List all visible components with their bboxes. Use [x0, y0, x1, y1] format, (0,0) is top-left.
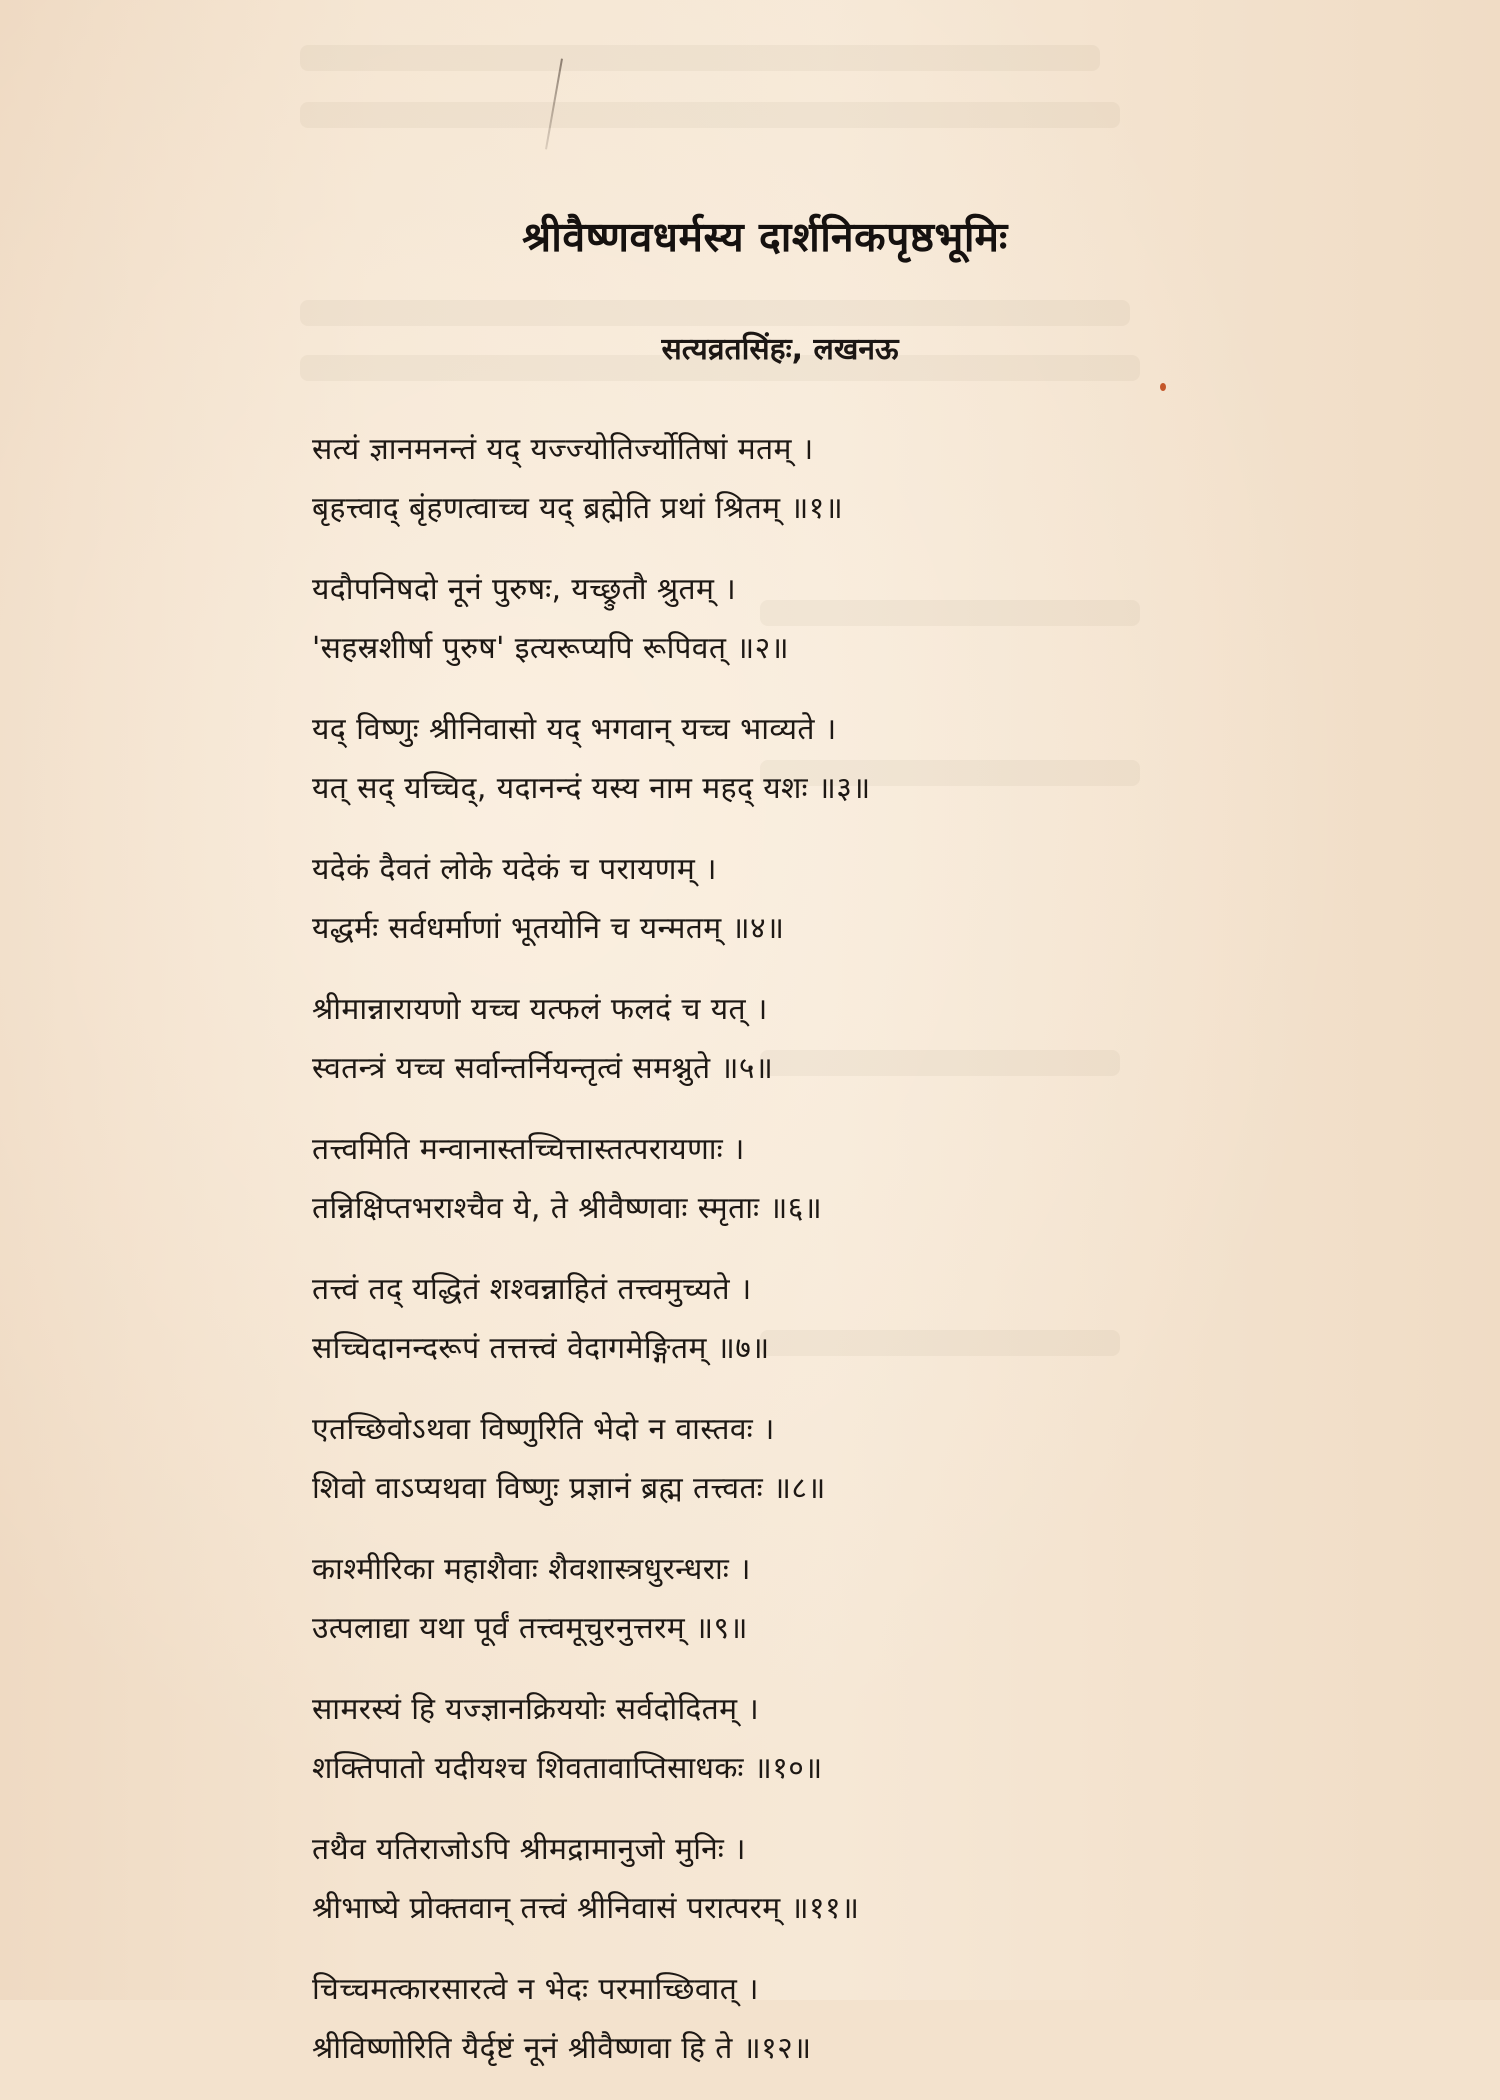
verse-line: काश्मीरिका महाशैवाः शैवशास्त्रधुरन्धराः । — [312, 1552, 751, 1587]
verse-line: शक्तिपातो यदीयश्च शिवतावाप्तिसाधकः ॥१०॥ — [312, 1751, 823, 1786]
verse-list — [312, 420, 1312, 2100]
page-title: श्रीवैष्णवधर्मस्य दार्शनिकपृष्ठभूमिः — [522, 213, 1008, 261]
verse-line: सच्चिदानन्दरूपं तत्तत्त्वं वेदागमेङ्गितम् ॥७॥ — [312, 1331, 770, 1366]
ink-spot — [1160, 383, 1166, 391]
verse-line: सत्यं ज्ञानमनन्तं यद् यज्ज्योतिर्ज्योतिषां मतम् । — [312, 432, 814, 467]
verse-line: तत्त्वं तद् यद्धितं शश्वन्नाहितं तत्त्वमुच्यते । — [312, 1272, 752, 1307]
verse-line: यदेकं दैवतं लोके यदेकं च परायणम् । — [312, 852, 717, 887]
verse-line: बृहत्त्वाद् बृंहणत्वाच्च यद् ब्रह्मेति प्रथां श्रितम् ॥१॥ — [312, 491, 844, 526]
verse-11 — [312, 1820, 1312, 1938]
verse-line: यत् सद् यच्चिद्, यदानन्दं यस्य नाम महद् यशः ॥३॥ — [312, 771, 871, 806]
show-through-line — [300, 102, 1120, 128]
verse-line: तत्त्वमिति मन्वानास्तच्चित्तास्तत्परायणाः । — [312, 1132, 745, 1167]
verse-3 — [312, 700, 1312, 818]
verse-line: यद्धर्मः सर्वधर्माणां भूतयोनि च यन्मतम् ॥४॥ — [312, 911, 785, 946]
verse-line: श्रीभाष्ये प्रोक्तवान् तत्त्वं श्रीनिवासं परात्परम् ॥११॥ — [312, 1891, 860, 1926]
verse-line: एतच्छिवोऽथवा विष्णुरिति भेदो न वास्तवः । — [312, 1412, 775, 1447]
verse-line: श्रीविष्णोरिति यैर्दृष्टं नूनं श्रीवैष्णवा हि ते ॥१२॥ — [312, 2031, 812, 2066]
verse-line: शिवो वाऽप्यथवा विष्णुः प्रज्ञानं ब्रह्म तत्त्वतः ॥८॥ — [312, 1471, 826, 1506]
author-line: सत्यव्रतसिंहः, लखनऊ — [661, 332, 899, 367]
verse-8 — [312, 1400, 1312, 1518]
verse-10 — [312, 1680, 1312, 1798]
verse-line: चिच्चमत्कारसारत्वे न भेदः परमाच्छिवात् । — [312, 1972, 759, 2007]
verse-line: स्वतन्त्रं यच्च सर्वान्तर्नियन्तृत्वं समश्नुते ॥५॥ — [312, 1051, 774, 1086]
verse-line: यदौपनिषदो नूनं पुरुषः, यच्छ्रुतौ श्रुतम् । — [312, 572, 737, 607]
verse-6 — [312, 1120, 1312, 1238]
verse-line: श्रीमान्नारायणो यच्च यत्फलं फलदं च यत् । — [312, 992, 768, 1027]
verse-7 — [312, 1260, 1312, 1378]
show-through-line — [300, 300, 1130, 326]
verse-4 — [312, 840, 1312, 958]
verse-line: तथैव यतिराजोऽपि श्रीमद्रामानुजो मुनिः । — [312, 1832, 746, 1867]
verse-5 — [312, 980, 1312, 1098]
verse-9 — [312, 1540, 1312, 1658]
verse-12 — [312, 1960, 1312, 2078]
verse-line: तन्निक्षिप्तभराश्चैव ये, ते श्रीवैष्णवाः स्मृताः ॥६॥ — [312, 1191, 823, 1226]
verse-1 — [312, 420, 1312, 538]
show-through-line — [300, 45, 1100, 71]
verse-line: सामरस्यं हि यज्ज्ञानक्रिययोः सर्वदोदितम् । — [312, 1692, 760, 1727]
verse-line: यद् विष्णुः श्रीनिवासो यद् भगवान् यच्च भाव्यते । — [312, 712, 837, 747]
verse-line: उत्पलाद्या यथा पूर्वं तत्त्वमूचुरनुत्तरम् ॥९॥ — [312, 1611, 748, 1646]
verse-line: 'सहस्रशीर्षा पुरुष' इत्यरूप्यपि रूपिवत् ॥२॥ — [312, 631, 790, 666]
verse-2 — [312, 560, 1312, 678]
